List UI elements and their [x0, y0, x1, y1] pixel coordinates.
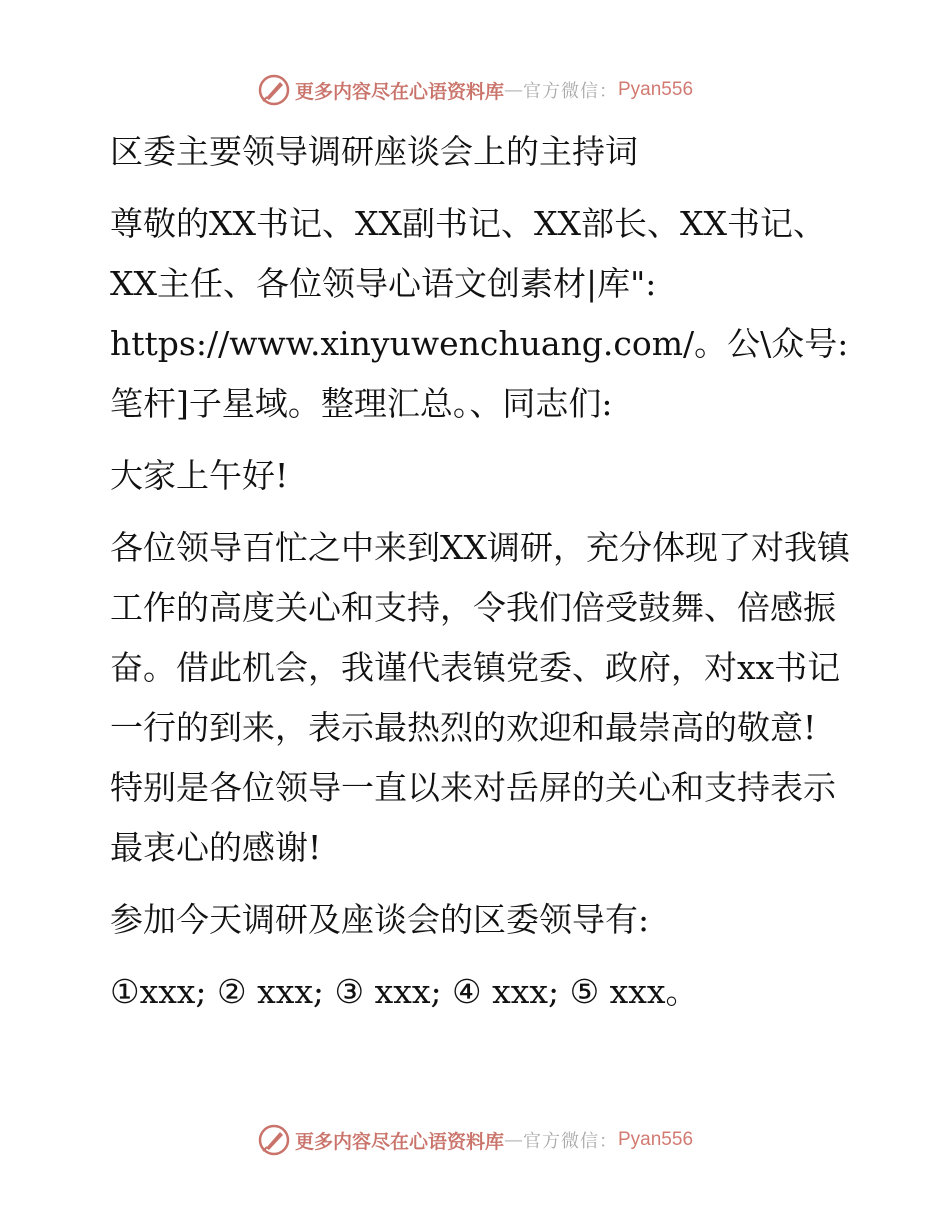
header-watermark [0, 70, 950, 110]
watermark-handle: Pyan556 [618, 79, 694, 100]
watermark-dash: — [504, 79, 523, 101]
watermark-brand: 更多内容尽在心语资料库 [294, 80, 504, 103]
footer-watermark [0, 1120, 950, 1160]
quill-logo-icon [257, 1123, 291, 1157]
watermark-official-label: 官方微信： [523, 1131, 618, 1152]
watermark-official-label: 官方微信： [523, 81, 618, 102]
paragraph-attendees-list: ①xxx; ② xxx; ③ xxx; ④ xxx; ⑤ xxx。 [110, 972, 699, 1011]
watermark-brand: 更多内容尽在心语资料库 [294, 1130, 504, 1153]
watermark-handle: Pyan556 [618, 1129, 694, 1150]
paragraph-attendees-intro: 参加今天调研及座谈会的区委领导有: [110, 900, 650, 939]
paragraph-salutation: 尊敬的XX书记、XX副书记、XX部长、XX书记、XX主任、各位领导心语文创素材|库": https://www.xinyuwenchuang.com/。公\众号: 笔杆]子星域。整理汇总。、同志们: [110, 204, 849, 423]
document-body [96, 122, 856, 1022]
quill-logo-icon [257, 73, 291, 107]
watermark-dash: — [504, 1129, 523, 1151]
paragraph-greeting: 大家上午好! [110, 456, 289, 495]
paragraph-welcome: 各位领导百忙之中来到XX调研，充分体现了对我镇工作的高度关心和支持，令我们倍受鼓舞、倍感振奋。借此机会，我谨代表镇党委、政府，对xx书记一行的到来，表示最热烈的欢迎和最崇高的敬意! 特别是各位领导一直以来对岳屏的关心和支持表示最衷心的感谢! [110, 528, 850, 867]
document-title: 区委主要领导调研座谈会上的主持词 [110, 132, 638, 171]
